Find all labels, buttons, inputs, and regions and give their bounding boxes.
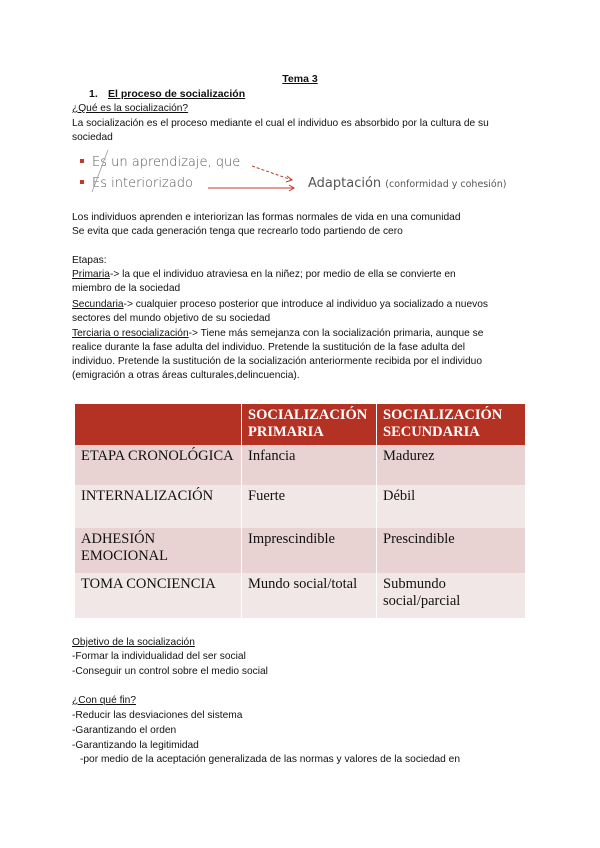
objetivo-item: -Formar la individualidad del ser social — [72, 651, 246, 662]
objetivo-item: -Conseguir un control sobre el medio social — [72, 666, 268, 677]
primaria-line-1 — [72, 268, 456, 281]
table-cell: ETAPA CRONOLÓGICA — [75, 445, 242, 485]
terciaria-label: Terciaria o resocialización — [72, 328, 189, 339]
table-header-cell — [75, 404, 242, 445]
table-cell: Prescindible — [377, 528, 526, 573]
secundaria-line-2: sectores del mundo objetivo de su sociedad — [72, 313, 271, 324]
dashed-arrow-head-icon — [286, 176, 292, 182]
objetivo-title: Objetivo de la socialización — [72, 637, 195, 648]
primaria-text: -> la que el individuo atraviesa en la niñez; por medio de ella se convierte en — [109, 269, 456, 280]
table-cell: Submundo social/parcial — [377, 573, 526, 618]
fin-item: -Garantizando el orden — [72, 725, 177, 736]
line-individuos: Los individuos aprenden e interiorizan las formas normales de vida en una comunidad — [72, 212, 461, 223]
socialization-table — [75, 404, 525, 618]
table-row — [75, 445, 525, 485]
table-header-row — [75, 404, 525, 445]
primaria-line-2: miembro de la sociedad — [72, 283, 181, 294]
table-cell: INTERNALIZACIÓN — [75, 485, 242, 528]
table-row — [75, 528, 525, 573]
table-row — [75, 573, 525, 618]
arrows-diagram — [0, 0, 600, 220]
page-title: Tema 3 — [282, 73, 318, 85]
primaria-label: Primaria — [72, 269, 110, 280]
terciaria-line-1 — [72, 327, 483, 340]
terciaria-line-4: (emigración a otras áreas culturales,delincuencia). — [72, 370, 300, 381]
table-cell: ADHESIÓN EMOCIONAL — [75, 528, 242, 573]
secundaria-text: -> cualquier proceso posterior que introduce al individuo ya socializado a nuevos — [123, 299, 488, 310]
section-number: 1. — [89, 88, 98, 100]
terciaria-line-3: individuo. Pretende la sustitución de la socialización anteriormente recibida por el individuo — [72, 356, 483, 367]
table-header-cell: SOCIALIZACIÓN PRIMARIA — [242, 404, 377, 445]
terciaria-line-2: realice durante la fase adulta del individuo. Pretende la sustitución de la fase adulta del — [72, 342, 466, 353]
definition-line-2: sociedad — [72, 132, 113, 143]
table-cell: Fuerte — [242, 485, 377, 528]
bullet-aprendizaje-text: Es un aprendizaje, que — [92, 155, 241, 170]
adaptacion-text: Adaptación — [308, 176, 382, 191]
table-cell: Imprescindible — [242, 528, 377, 573]
table-cell: Débil — [377, 485, 526, 528]
table-cell: TOMA CONCIENCIA — [75, 573, 242, 618]
adaptacion-note: (conformidad y cohesión) — [385, 179, 507, 190]
secundaria-line-1 — [72, 298, 488, 311]
table-row — [75, 485, 525, 528]
question-what-is: ¿Qué es la socialización? — [72, 103, 189, 114]
fin-item: -Garantizando la legitimidad — [72, 740, 199, 751]
table-cell: Infancia — [242, 445, 377, 485]
table-cell: Madurez — [377, 445, 526, 485]
bullet-interiorizado-text: Es interiorizado — [92, 176, 193, 191]
definition-line-1: La socialización es el proceso mediante el cual el individuo es absorbido por la cultura de su — [72, 118, 489, 129]
table-header-cell: SOCIALIZACIÓN SECUNDARIA — [377, 404, 526, 445]
pen-stroke-icon — [92, 150, 108, 192]
adaptacion-label — [308, 176, 506, 191]
terciaria-text: -> Tiene más semejanza con la socialización primaria, aunque se — [188, 328, 484, 339]
section-title: El proceso de socialización — [108, 88, 246, 100]
etapas-label: Etapas: — [72, 255, 107, 266]
secundaria-label: Secundaria — [72, 299, 124, 310]
line-evita: Se evita que cada generación tenga que recrearlo todo partiendo de cero — [72, 226, 403, 237]
fin-item: -Reducir las desviaciones del sistema — [72, 710, 243, 721]
dashed-arrow-icon — [252, 166, 292, 180]
table-cell: Mundo social/total — [242, 573, 377, 618]
fin-title: ¿Con qué fin? — [72, 695, 136, 706]
fin-item: -por medio de la aceptación generalizada de las normas y valores de la sociedad en — [80, 754, 460, 765]
